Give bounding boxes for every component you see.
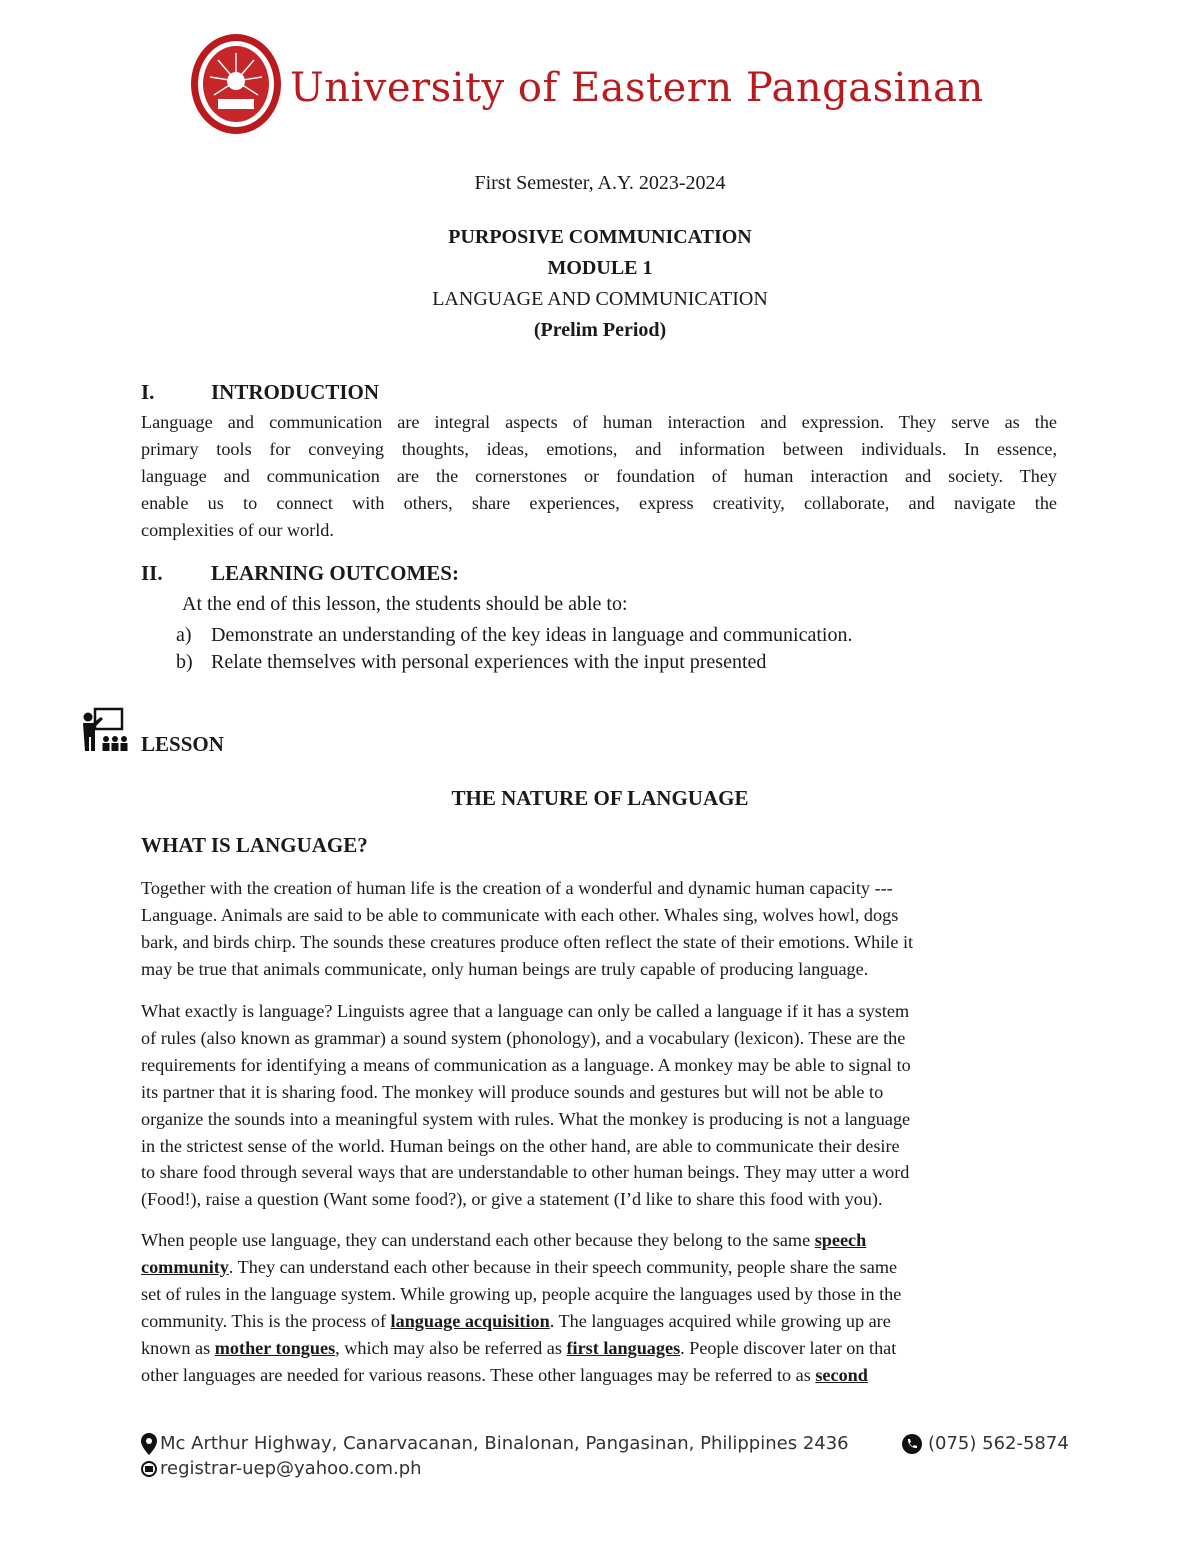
- university-name: University of Eastern Pangasinan: [290, 65, 984, 111]
- university-seal-logo: [190, 33, 282, 135]
- footer-email: registrar-uep@yahoo.com.ph: [160, 1458, 422, 1479]
- lesson-label: LESSON: [141, 732, 224, 756]
- outcome-text-a: Demonstrate an understanding of the key ideas in language and communication.: [211, 624, 853, 646]
- intro-heading: INTRODUCTION: [211, 380, 380, 404]
- module-number: MODULE 1: [547, 257, 653, 279]
- footer-phone: (075) 562-5874: [928, 1433, 1069, 1454]
- term-first-languages: first languages: [566, 1337, 681, 1358]
- paragraph-3: When people use language, they can understand each other because they belong to the same speech community. They can understand each other because in their speech community, people share the same set of rules in the language system. While growing up, people acquire the languages used by those in the community. This is the process of language acquisition. The languages acquired while growing up are known as mother tongues, which may also be referred as first languages. People discover later on that other languages are needed for various reasons. These other languages may be referred to as second: [141, 1230, 902, 1385]
- term-language-acquisition: language acquisition: [390, 1310, 550, 1331]
- outcomes-heading: LEARNING OUTCOMES:: [211, 561, 459, 585]
- footer-address: Mc Arthur Highway, Canarvacanan, Binalonan, Pangasinan, Philippines 2436: [160, 1433, 849, 1454]
- question-heading: WHAT IS LANGUAGE?: [141, 833, 368, 857]
- outcomes-lead: At the end of this lesson, the students should be able to:: [182, 593, 628, 615]
- term-mother-tongues: mother tongues: [214, 1337, 336, 1358]
- intro-paragraph: Language and communication are integral aspects of human interaction and expression. They serve as the primary tools for conveying thoughts, ideas, emotions, and information between individuals. In essence, language and communication are the cornerstones or foundation of human interaction and society. They enable us to connect with others, share experiences, express creativity, collaborate, and navigate the complexities of our world.: [141, 412, 1057, 540]
- intro-number: I.: [141, 380, 155, 404]
- location-pin-icon: [141, 1433, 157, 1455]
- outcome-marker-b: b): [176, 651, 193, 673]
- outcomes-number: II.: [141, 561, 163, 585]
- course-title: PURPOSIVE COMMUNICATION: [448, 226, 752, 248]
- module-title: LANGUAGE AND COMMUNICATION: [432, 288, 768, 310]
- outcome-text-b: Relate themselves with personal experiences with the input presented: [211, 651, 767, 673]
- phone-icon: [902, 1434, 922, 1454]
- paragraph-1: Together with the creation of human life is the creation of a wonderful and dynamic human capacity --- Language. Animals are said to be able to communicate with each other. Whales sing, wolves howl, dogs bark, and birds chirp. The sounds these creatures produce often reflect the state of their emotions. While it may be true that animals communicate, only human beings are truly capable of producing language.: [141, 878, 914, 979]
- email-icon: [141, 1461, 157, 1477]
- outcome-marker-a: a): [176, 624, 192, 646]
- term-second: second: [815, 1364, 868, 1385]
- topic-title: THE NATURE OF LANGUAGE: [451, 786, 749, 810]
- term-speech-community: speech: [814, 1230, 867, 1250]
- period-label: (Prelim Period): [533, 319, 667, 341]
- paragraph-2: What exactly is language? Linguists agree that a language can only be called a language if it has a system of rules (also known as grammar) a sound system (phonology), and a vocabulary (lexicon). These are the requirements for identifying a means of communication as a language. A monkey may be able to signal to its partner that it is sharing food. The monkey will produce sounds and gestures but will not be able to organize the sounds into a meaningful system with rules. What the monkey is producing is not a language in the strictest sense of the world. Human beings on the other hand, are able to communicate their desire to share food through several ways that are understandable to other human beings. They may utter a word (Food!), raise a question (Want some food?), or give a statement (I’d like to share this food with you).: [141, 1001, 911, 1210]
- teacher-presentation-icon: [78, 707, 128, 753]
- semester-line: First Semester, A.Y. 2023-2024: [474, 172, 726, 194]
